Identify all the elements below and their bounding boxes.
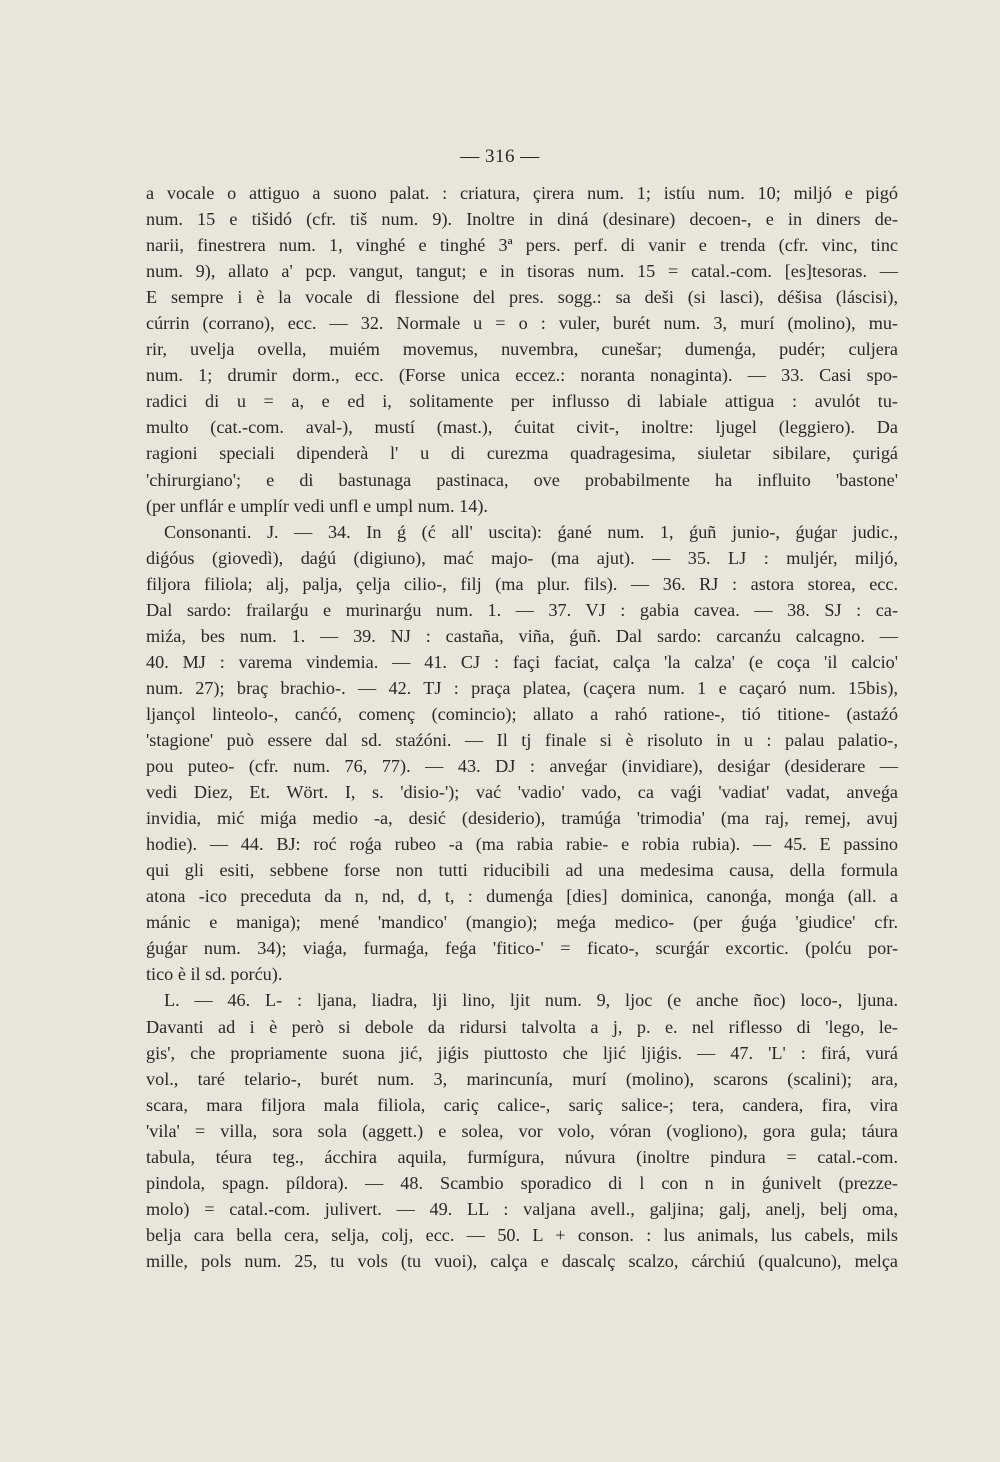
text-line: filjora filiola; alj, palja, çelja cilio-, filj (ma plur. fils). — 36. RJ : astora storea, ecc. — [146, 573, 898, 594]
text-line: Dal sardo: frailarǵu e murinarǵu num. 1. — 37. VJ : gabia cavea. — 38. SJ : ca- — [146, 599, 898, 620]
text-line: pindola, spagn. píldora). — 48. Scambio sporadico di l con n in ǵunivelt (prezze- — [146, 1172, 898, 1193]
text-line: miźa, bes num. 1. — 39. NJ : castaña, viña, ǵuñ. Dal sardo: carcanźu calcagno. — — [146, 625, 898, 646]
text-line: belja cara bella cera, selja, colj, ecc. — 50. L + conson. : lus animals, lus cabels, mils — [146, 1224, 898, 1245]
text-line: Davanti ad i è però si debole da ridursi talvolta a j, p. e. nel riflesso di 'lego, le- — [146, 1016, 898, 1037]
text-line: hodie). — 44. BJ: roć roǵa rubeo -a (ma rabia rabie- e robia rubia). — 45. E passino — [146, 834, 898, 855]
text-line: vedi Diez, Et. Wört. I, s. 'disio-'); vać 'vadio' vado, ca vaǵi 'vadiat' vadat, anveǵa — [146, 782, 898, 803]
text-line: num. 15 e tišidó (cfr. tiš num. 9). Inoltre in diná (desinare) decoen-, e in diners de- — [146, 209, 898, 230]
text-line: 'chirurgiano'; e di bastunaga pastinaca, ove probabilmente ha influito 'bastone' — [146, 469, 898, 490]
text-line — [146, 1274, 898, 1300]
text-line: 'vila' = villa, sora sola (aggett.) e solea, vor volo, vóran (vogliono), gora gula; táura — [146, 1120, 898, 1141]
body-text — [146, 180, 898, 1300]
text-line: E sempre i è la vocale di flessione del pres. sogg.: sa deši (si lasci), déšisa (láscisi), — [146, 287, 898, 308]
text-line: tico è il sd. porću). — [146, 964, 283, 985]
text-line: rir, uvelja ovella, muiém movemus, nuvembra, cunešar; dumenǵa, pudér; culjera — [146, 339, 898, 360]
text-line: atona -ico preceduta da n, nd, d, t, : dumenǵa [dies] dominica, canonǵa, monǵa (all. a — [146, 886, 898, 907]
text-line: tabula, téura teg., ácchira aquila, furmígura, núvura (inoltre pindura = catal.-com. — [146, 1146, 898, 1167]
text-line: vol., taré telario-, burét num. 3, marincunía, murí (molino), scarons (scalini); ara, — [146, 1068, 898, 1089]
text-line: L. — 46. L- : ljana, liadra, lji lino, ljit num. 9, ljoc (e anche ñoc) loco-, ljuna. — [164, 990, 898, 1011]
text-line: cúrrin (corrano), ecc. — 32. Normale u = o : vuler, burét num. 3, murí (molino), mu- — [146, 313, 898, 334]
text-line: invidia, mić miǵa medio -a, desić (desiderio), tramúǵa 'trimodia' (ma raj, remej, avuj — [146, 808, 898, 829]
text-line: num. 9), allato a' pcp. vangut, tangut; e in tisoras num. 15 = catal.-com. [es]tesoras. — — [146, 261, 898, 282]
text-line: mille, pols num. 25, tu vols (tu vuoi), calça e dascalç scalzo, cárchiú (qualcuno), melça — [146, 1250, 898, 1271]
text-line: mánic e maniga); mené 'mandico' (mangio); meǵa medico- (per ǵuǵa 'giudice' cfr. — [146, 912, 898, 933]
text-line: 'stagione' può essere dal sd. staźóni. — Il tj finale si è risoluto in u : palau palatio-, — [146, 729, 898, 750]
text-line: narii, finestrera num. 1, vinghé e tinghé 3ª pers. perf. di vanir e trenda (cfr. vinc, tinc — [146, 235, 898, 256]
text-line: 40. MJ : varema vindemia. — 41. CJ : façi faciat, calça 'la calza' (e coça 'il calcio' — [146, 651, 898, 672]
text-line: (per unflár e umplír vedi unfl e umpl num. 14). — [146, 495, 488, 516]
text-line: pou puteo- (cfr. num. 76, 77). — 43. DJ : anveǵar (invidiare), desiǵar (desiderare — — [146, 756, 898, 777]
text-line: ǵuǵar num. 34); viaǵa, furmaǵa, feǵa 'fitico-' = ficato-, scurǵár excortic. (polću por- — [146, 938, 898, 959]
text-line: a vocale o attiguo a suono palat. : criatura, çirera num. 1; istíu num. 10; miljó e pigó — [146, 183, 898, 203]
text-line: num. 27); braç brachio-. — 42. TJ : praça platea, (caçera num. 1 e caçaró num. 15bis), — [146, 677, 898, 698]
text-line: radici di u = a, e ed i, solitamente per influsso di labiale attigua : avulót tu- — [146, 391, 898, 412]
text-line: diǵóus (giovedì), daǵú (digiuno), mać majo- (ma ajut). — 35. LJ : muljér, miljó, — [146, 547, 898, 568]
page-number: — 316 — — [460, 146, 540, 167]
text-line: scara, mara filjora mala filiola, cariç calice-, sariç salice-; tera, candera, fira, vira — [146, 1094, 898, 1115]
text-line: multo (cat.-com. aval-), mustí (mast.), ćuitat civit-, inoltre: ljugel (leggiero). Da — [146, 417, 898, 438]
text-line: gis', che propriamente suona jić, jiǵis piuttosto che ljić ljiǵis. — 47. 'L' : firá, vurá — [146, 1042, 898, 1063]
text-line: Consonanti. J. — 34. In ǵ (ć all' uscita): ǵané num. 1, ǵuñ junio-, ǵuǵar judic., — [164, 521, 898, 542]
text-line: num. 1; drumir dorm., ecc. (Forse unica eccez.: noranta nonaginta). — 33. Casi spo- — [146, 365, 898, 386]
text-line: ragioni speciali dipenderà l' u di curezma quadragesima, siuletar sibilare, çurigá — [146, 443, 898, 464]
text-line: qui gli esiti, sebbene forse non tutti riducibili ad una medesima causa, della formula — [146, 860, 898, 881]
text-line: ljançol linteolo-, canćó, començ (comincio); allato a rahó ratione-, tió titione- (astaźó — [146, 703, 898, 724]
text-line: molo) = catal.-com. julivert. — 49. LL : valjana avell., galjina; galj, anelj, belj oma, — [146, 1198, 898, 1219]
